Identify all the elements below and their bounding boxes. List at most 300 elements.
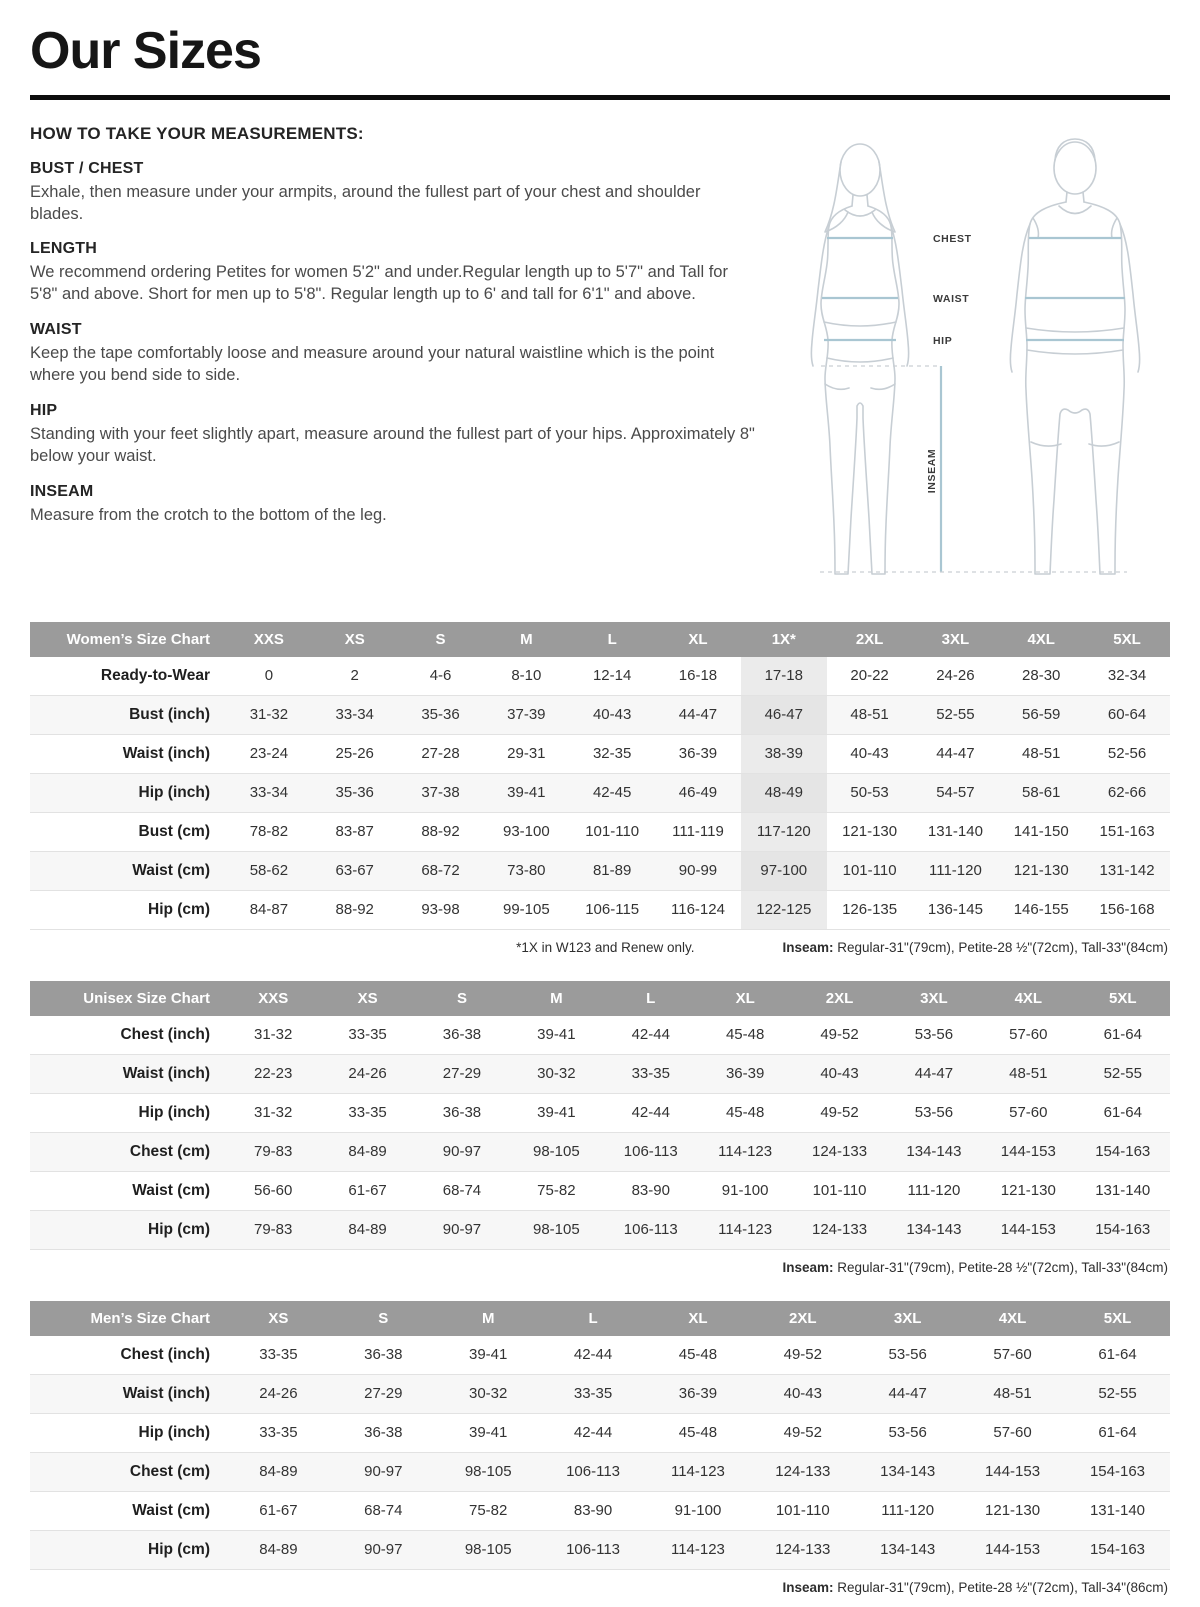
size-value-cell: 28-30 [1022, 667, 1061, 685]
size-value-cell: 42-44 [573, 1346, 613, 1364]
size-value-cell: 52-56 [1107, 745, 1147, 763]
measurement-row [30, 1530, 1170, 1569]
size-value-cell: 144-153 [1000, 1221, 1056, 1239]
size-value-cell: 111-120 [881, 1502, 935, 1520]
size-value-cell: 24-26 [936, 667, 975, 685]
chest-label: CHEST [933, 232, 972, 245]
measurement-guide-section [30, 124, 1170, 596]
instruction-length [30, 240, 757, 306]
size-value-cell: 32-34 [1107, 667, 1147, 685]
size-value-cell: 156-168 [1099, 901, 1155, 919]
row-label: Waist (cm) [132, 1501, 210, 1519]
size-value-cell: 45-48 [725, 1026, 765, 1044]
size-value-cell: 48-51 [993, 1385, 1032, 1403]
size-value-cell: 68-74 [364, 1502, 403, 1520]
size-value-cell: 16-18 [678, 667, 718, 685]
size-column-header: XS [312, 622, 398, 657]
size-value-cell: 134-143 [880, 1541, 936, 1559]
size-value-cell: 136-145 [927, 901, 983, 919]
size-value-cell: 83-87 [335, 823, 374, 841]
size-column-header: L [604, 981, 698, 1016]
size-value-cell: 73-80 [507, 862, 546, 880]
size-column-header: 5XL [1084, 622, 1170, 657]
size-value-cell: 36-39 [678, 745, 718, 763]
unisex-chart-title: Unisex Size Chart [30, 981, 226, 1016]
size-value-cell: 68-72 [421, 862, 460, 880]
size-value-cell: 106-113 [566, 1463, 621, 1481]
size-value-cell: 111-120 [907, 1182, 961, 1200]
size-value-cell: 99-105 [502, 901, 550, 919]
row-label: Waist (inch) [122, 744, 210, 762]
size-value-cell: 53-56 [888, 1424, 927, 1442]
size-value-cell: 45-48 [725, 1104, 765, 1122]
size-value-cell: 31-32 [254, 1104, 293, 1122]
size-value-cell: 57-60 [993, 1424, 1032, 1442]
size-value-cell: 36-38 [442, 1104, 482, 1122]
measurement-lines [822, 238, 1125, 572]
size-value-cell: 33-35 [259, 1346, 298, 1364]
size-value-cell: 61-64 [1098, 1346, 1137, 1364]
instruction-title: LENGTH [30, 240, 97, 258]
inseam-note: Inseam: Regular-31"(79cm), Petite-28 ½"(72cm), Tall-33"(84cm) [782, 939, 1168, 955]
measurement-row [30, 1210, 1170, 1249]
waist-label: WAIST [933, 292, 970, 305]
size-column-header: 4XL [981, 981, 1075, 1016]
size-value-cell: 48-51 [1022, 745, 1061, 763]
size-value-cell: 33-35 [631, 1065, 670, 1083]
size-value-cell: 84-89 [259, 1541, 298, 1559]
size-value-cell: 131-140 [1095, 1182, 1151, 1200]
size-value-cell: 33-34 [335, 706, 374, 724]
size-value-cell: 106-113 [623, 1221, 678, 1239]
size-value-cell: 90-97 [442, 1143, 482, 1161]
size-column-header: XS [320, 981, 414, 1016]
size-value-cell: 154-163 [1089, 1541, 1146, 1559]
measurement-row [30, 657, 1170, 696]
size-value-cell: 131-140 [927, 823, 983, 841]
instruction-title: INSEAM [30, 483, 94, 501]
size-column-header: 4XL [998, 622, 1084, 657]
size-value-cell: 61-64 [1103, 1104, 1142, 1122]
female-figure [811, 144, 908, 574]
size-value-cell: 75-82 [537, 1182, 576, 1200]
size-value-cell: 27-28 [421, 745, 460, 763]
size-value-cell: 40-43 [850, 745, 889, 763]
size-value-cell: 33-35 [573, 1385, 613, 1403]
size-value-cell: 40-43 [820, 1065, 859, 1083]
size-value-cell: 33-35 [259, 1424, 298, 1442]
row-label: Hip (inch) [138, 783, 210, 801]
hip-label: HIP [933, 334, 953, 347]
inseam-note: Inseam: Regular-31"(79cm), Petite-28 ½"(72cm), Tall-34"(86cm) [782, 1579, 1168, 1595]
size-value-cell: 49-52 [783, 1424, 822, 1442]
size-value-cell: 131-140 [1089, 1502, 1146, 1520]
size-value-cell: 22-23 [254, 1065, 293, 1083]
header-row [30, 622, 1170, 657]
size-value-cell: 121-130 [842, 823, 898, 841]
size-value-cell: 98-105 [464, 1541, 512, 1559]
mens-chart-title: Men’s Size Chart [30, 1301, 226, 1336]
row-label: Bust (inch) [129, 705, 210, 723]
size-value-cell: 111-119 [672, 823, 724, 841]
measurement-row [30, 1054, 1170, 1093]
size-value-cell: 46-49 [678, 784, 718, 802]
measurement-row [30, 1374, 1170, 1413]
row-label: Bust (cm) [138, 822, 210, 840]
size-value-cell: 101-110 [812, 1182, 867, 1200]
instruction-body: Keep the tape comfortably loose and measure around your natural waistline which is the point where you bend side to side. [30, 344, 715, 385]
size-column-header: XL [646, 1301, 751, 1336]
size-value-cell: 63-67 [335, 862, 374, 880]
size-column-header: 2XL [827, 622, 913, 657]
size-value-cell: 106-115 [585, 901, 640, 919]
size-column-header: L [541, 1301, 646, 1336]
size-value-cell: 25-26 [335, 745, 374, 763]
size-value-cell: 49-52 [820, 1104, 859, 1122]
size-value-cell: 52-55 [1103, 1065, 1142, 1083]
size-value-cell: 46-47 [741, 695, 827, 734]
size-value-cell: 61-67 [348, 1182, 387, 1200]
size-value-cell: 97-100 [741, 851, 827, 890]
size-value-cell: 131-142 [1099, 862, 1155, 880]
row-label: Chest (cm) [129, 1142, 210, 1160]
womens-size-chart-table [30, 622, 1170, 930]
size-value-cell: 98-105 [464, 1463, 512, 1481]
size-value-cell: 37-39 [507, 706, 546, 724]
size-value-cell: 57-60 [1009, 1026, 1048, 1044]
size-value-cell: 81-89 [592, 862, 632, 880]
size-column-header: 5XL [1065, 1301, 1170, 1336]
size-value-cell: 121-130 [985, 1502, 1041, 1520]
size-value-cell: 33-35 [348, 1026, 387, 1044]
size-value-cell: 2 [350, 667, 359, 685]
row-label: Hip (inch) [138, 1423, 210, 1441]
size-value-cell: 31-32 [254, 1026, 293, 1044]
instruction-body: Exhale, then measure under your armpits, around the fullest part of your chest and shoulder blades. [30, 182, 701, 223]
size-value-cell: 20-22 [850, 667, 889, 685]
size-value-cell: 27-29 [442, 1065, 482, 1083]
size-value-cell: 154-163 [1095, 1221, 1151, 1239]
size-value-cell: 61-64 [1098, 1424, 1137, 1442]
size-value-cell: 48-51 [850, 706, 889, 724]
size-value-cell: 4-6 [429, 667, 452, 685]
size-value-cell: 56-59 [1022, 706, 1061, 724]
size-column-header: L [569, 622, 655, 657]
instruction-waist [30, 321, 757, 387]
instruction-title: HIP [30, 402, 58, 420]
size-value-cell: 106-113 [623, 1143, 678, 1161]
instruction-bust-chest [30, 160, 757, 226]
size-value-cell: 75-82 [469, 1502, 508, 1520]
size-value-cell: 154-163 [1089, 1463, 1146, 1481]
size-value-cell: 39-41 [537, 1104, 576, 1122]
size-value-cell: 56-60 [254, 1182, 293, 1200]
womens-size-chart-section [30, 622, 1170, 955]
size-value-cell: 98-105 [533, 1221, 580, 1239]
measurement-row [30, 1016, 1170, 1055]
size-value-cell: 83-90 [631, 1182, 670, 1200]
size-column-header: 3XL [855, 1301, 960, 1336]
chart-note: *1X in W123 and Renew only. [516, 939, 695, 955]
size-value-cell: 134-143 [906, 1143, 962, 1161]
size-value-cell: 122-125 [741, 890, 827, 929]
size-value-cell: 23-24 [249, 745, 289, 763]
size-charts [30, 622, 1170, 1595]
size-value-cell: 36-38 [442, 1026, 482, 1044]
size-value-cell: 117-120 [741, 812, 827, 851]
instruction-body: We recommend ordering Petites for women 5'2" and under.Regular length up to 5'7" and Tall for 5'8" and above. Short for men up to 5'8". Regular length up to 6' and tall for 6'1" and above. [30, 263, 728, 304]
size-value-cell: 91-100 [721, 1182, 769, 1200]
instruction-body: Standing with your feet slightly apart, measure around the fullest part of your hips. Approximately 8" below your waist. [30, 425, 755, 466]
size-column-header: XL [698, 981, 792, 1016]
row-label: Waist (inch) [122, 1064, 210, 1082]
instruction-title: BUST / CHEST [30, 159, 144, 177]
size-value-cell: 45-48 [678, 1424, 718, 1442]
size-value-cell: 30-32 [469, 1385, 508, 1403]
measurement-instructions [30, 124, 757, 542]
size-value-cell: 61-67 [259, 1502, 298, 1520]
size-value-cell: 111-120 [928, 862, 982, 880]
size-value-cell: 52-55 [936, 706, 975, 724]
size-column-header: XS [226, 1301, 331, 1336]
size-value-cell: 53-56 [914, 1104, 954, 1122]
measurement-row [30, 890, 1170, 929]
size-value-cell: 39-41 [507, 784, 546, 802]
size-value-cell: 84-89 [259, 1463, 298, 1481]
size-value-cell: 49-52 [820, 1026, 859, 1044]
size-value-cell: 124-133 [775, 1463, 831, 1481]
size-value-cell: 90-97 [364, 1463, 403, 1481]
size-value-cell: 45-48 [678, 1346, 718, 1364]
size-column-header: XL [655, 622, 741, 657]
size-value-cell: 27-29 [364, 1385, 403, 1403]
size-value-cell: 48-51 [1009, 1065, 1048, 1083]
row-label: Hip (inch) [138, 1103, 210, 1121]
mens-size-chart-section [30, 1301, 1170, 1595]
size-value-cell: 144-153 [985, 1463, 1041, 1481]
size-value-cell: 36-38 [364, 1346, 403, 1364]
row-label: Chest (inch) [120, 1025, 210, 1043]
size-value-cell: 8-10 [511, 667, 542, 685]
size-value-cell: 84-89 [348, 1221, 387, 1239]
unisex-size-chart-section [30, 981, 1170, 1275]
size-column-header: 2XL [792, 981, 886, 1016]
size-value-cell: 146-155 [1013, 901, 1069, 919]
size-value-cell: 58-61 [1022, 784, 1061, 802]
size-column-header: S [398, 622, 484, 657]
womens-chart-title: Women’s Size Chart [30, 622, 226, 657]
size-value-cell: 37-38 [421, 784, 460, 802]
male-figure [1010, 139, 1139, 574]
size-value-cell: 58-62 [249, 862, 289, 880]
size-value-cell: 144-153 [985, 1541, 1041, 1559]
size-value-cell: 151-163 [1099, 823, 1155, 841]
size-value-cell: 98-105 [533, 1143, 580, 1161]
size-value-cell: 93-98 [421, 901, 460, 919]
size-value-cell: 114-123 [670, 1541, 725, 1559]
table-footnotes [30, 1250, 1170, 1275]
row-label: Chest (inch) [120, 1345, 210, 1363]
measurement-row [30, 1413, 1170, 1452]
size-column-header: M [483, 622, 569, 657]
measurement-row [30, 734, 1170, 773]
size-column-header: XXS [226, 981, 320, 1016]
instruction-title: WAIST [30, 321, 82, 339]
measurement-row [30, 1336, 1170, 1375]
size-column-header: 4XL [960, 1301, 1065, 1336]
measurement-row [30, 695, 1170, 734]
size-value-cell: 60-64 [1107, 706, 1147, 724]
size-value-cell: 121-130 [1000, 1182, 1056, 1200]
size-value-cell: 101-110 [775, 1502, 830, 1520]
size-value-cell: 52-55 [1098, 1385, 1137, 1403]
size-value-cell: 93-100 [502, 823, 550, 841]
inseam-note: Inseam: Regular-31"(79cm), Petite-28 ½"(72cm), Tall-33"(84cm) [782, 1259, 1168, 1275]
size-value-cell: 24-26 [259, 1385, 298, 1403]
size-value-cell: 141-150 [1013, 823, 1069, 841]
male-measure-lines [1025, 238, 1125, 340]
size-value-cell: 124-133 [812, 1143, 868, 1161]
size-value-cell: 83-90 [573, 1502, 613, 1520]
size-value-cell: 144-153 [1000, 1143, 1056, 1161]
size-value-cell: 44-47 [888, 1385, 927, 1403]
size-value-cell: 44-47 [678, 706, 718, 724]
size-value-cell: 36-38 [364, 1424, 403, 1442]
measurement-row [30, 1093, 1170, 1132]
size-value-cell: 90-99 [678, 862, 718, 880]
row-label: Hip (cm) [148, 1220, 210, 1238]
size-value-cell: 36-39 [678, 1385, 718, 1403]
female-measure-lines [822, 238, 898, 340]
row-label: Hip (cm) [148, 900, 210, 918]
size-value-cell: 57-60 [993, 1346, 1032, 1364]
size-value-cell: 124-133 [775, 1541, 831, 1559]
size-value-cell: 42-44 [573, 1424, 613, 1442]
body-measurement-illustration [775, 126, 1170, 592]
size-value-cell: 49-52 [783, 1346, 822, 1364]
size-value-cell: 24-26 [348, 1065, 387, 1083]
size-value-cell: 154-163 [1095, 1143, 1151, 1161]
row-label: Hip (cm) [148, 1540, 210, 1558]
size-value-cell: 101-110 [585, 823, 640, 841]
size-value-cell: 84-89 [348, 1143, 387, 1161]
measurement-row [30, 1452, 1170, 1491]
size-value-cell: 90-97 [442, 1221, 482, 1239]
size-column-header: S [415, 981, 509, 1016]
size-value-cell: 134-143 [906, 1221, 962, 1239]
size-value-cell: 42-44 [631, 1026, 670, 1044]
size-value-cell: 33-34 [249, 784, 289, 802]
size-column-header: 3XL [913, 622, 999, 657]
row-label: Chest (cm) [129, 1462, 210, 1480]
size-value-cell: 91-100 [674, 1502, 722, 1520]
size-value-cell: 88-92 [335, 901, 374, 919]
size-value-cell: 88-92 [421, 823, 460, 841]
instruction-hip [30, 402, 757, 468]
size-value-cell: 32-35 [592, 745, 632, 763]
size-value-cell: 0 [264, 667, 274, 685]
measurement-row [30, 773, 1170, 812]
measurement-row [30, 851, 1170, 890]
size-value-cell: 17-18 [741, 657, 827, 696]
size-value-cell: 44-47 [936, 745, 975, 763]
size-value-cell: 35-36 [335, 784, 374, 802]
size-value-cell: 44-47 [914, 1065, 954, 1083]
size-value-cell: 39-41 [469, 1346, 508, 1364]
size-value-cell: 68-74 [442, 1182, 482, 1200]
row-label: Ready-to-Wear [100, 666, 210, 684]
size-value-cell: 29-31 [507, 745, 546, 763]
size-value-cell: 57-60 [1009, 1104, 1048, 1122]
table-footnotes [30, 1570, 1170, 1595]
row-label: Waist (cm) [132, 861, 210, 879]
size-value-cell: 40-43 [783, 1385, 822, 1403]
measurement-diagram [775, 124, 1170, 592]
size-value-cell: 79-83 [254, 1221, 293, 1239]
size-value-cell: 79-83 [254, 1143, 293, 1161]
size-value-cell: 42-45 [592, 784, 632, 802]
size-value-cell: 114-123 [670, 1463, 725, 1481]
header-row [30, 1301, 1170, 1336]
measurement-row [30, 1171, 1170, 1210]
size-column-header: 3XL [887, 981, 981, 1016]
size-value-cell: 121-130 [1013, 862, 1069, 880]
size-value-cell: 36-39 [725, 1065, 765, 1083]
size-column-header: 1X* [741, 622, 827, 657]
size-value-cell: 50-53 [850, 784, 889, 802]
size-value-cell: 114-123 [718, 1221, 773, 1239]
size-value-cell: 90-97 [364, 1541, 403, 1559]
size-value-cell: 84-87 [249, 901, 289, 919]
size-value-cell: 38-39 [741, 734, 827, 773]
size-value-cell: 35-36 [421, 706, 460, 724]
size-column-header: S [331, 1301, 436, 1336]
instructions-heading: HOW TO TAKE YOUR MEASUREMENTS: [30, 123, 364, 143]
size-value-cell: 53-56 [914, 1026, 954, 1044]
size-column-header: M [509, 981, 603, 1016]
row-label: Waist (inch) [122, 1384, 210, 1402]
instruction-body: Measure from the crotch to the bottom of the leg. [30, 506, 387, 525]
size-value-cell: 106-113 [566, 1541, 621, 1559]
size-value-cell: 48-49 [741, 773, 827, 812]
size-value-cell: 39-41 [469, 1424, 508, 1442]
size-value-cell: 114-123 [718, 1143, 773, 1161]
measurement-row [30, 1491, 1170, 1530]
size-value-cell: 78-82 [249, 823, 289, 841]
size-column-header: XXS [226, 622, 312, 657]
measurement-row [30, 812, 1170, 851]
size-value-cell: 53-56 [888, 1346, 927, 1364]
size-value-cell: 54-57 [936, 784, 975, 802]
size-column-header: 5XL [1076, 981, 1170, 1016]
size-value-cell: 116-124 [671, 901, 725, 919]
inseam-label: INSEAM [926, 448, 938, 493]
table-footnotes [30, 930, 1170, 955]
header-row [30, 981, 1170, 1016]
size-column-header: M [436, 1301, 541, 1336]
page-title: Our Sizes [30, 24, 1170, 100]
size-value-cell: 101-110 [842, 862, 897, 880]
size-value-cell: 42-44 [631, 1104, 670, 1122]
size-column-header: 2XL [750, 1301, 855, 1336]
size-value-cell: 30-32 [537, 1065, 576, 1083]
mens-size-chart-table [30, 1301, 1170, 1570]
size-value-cell: 61-64 [1103, 1026, 1142, 1044]
size-value-cell: 39-41 [537, 1026, 576, 1044]
size-value-cell: 31-32 [249, 706, 289, 724]
size-value-cell: 124-133 [812, 1221, 868, 1239]
size-value-cell: 33-35 [348, 1104, 387, 1122]
